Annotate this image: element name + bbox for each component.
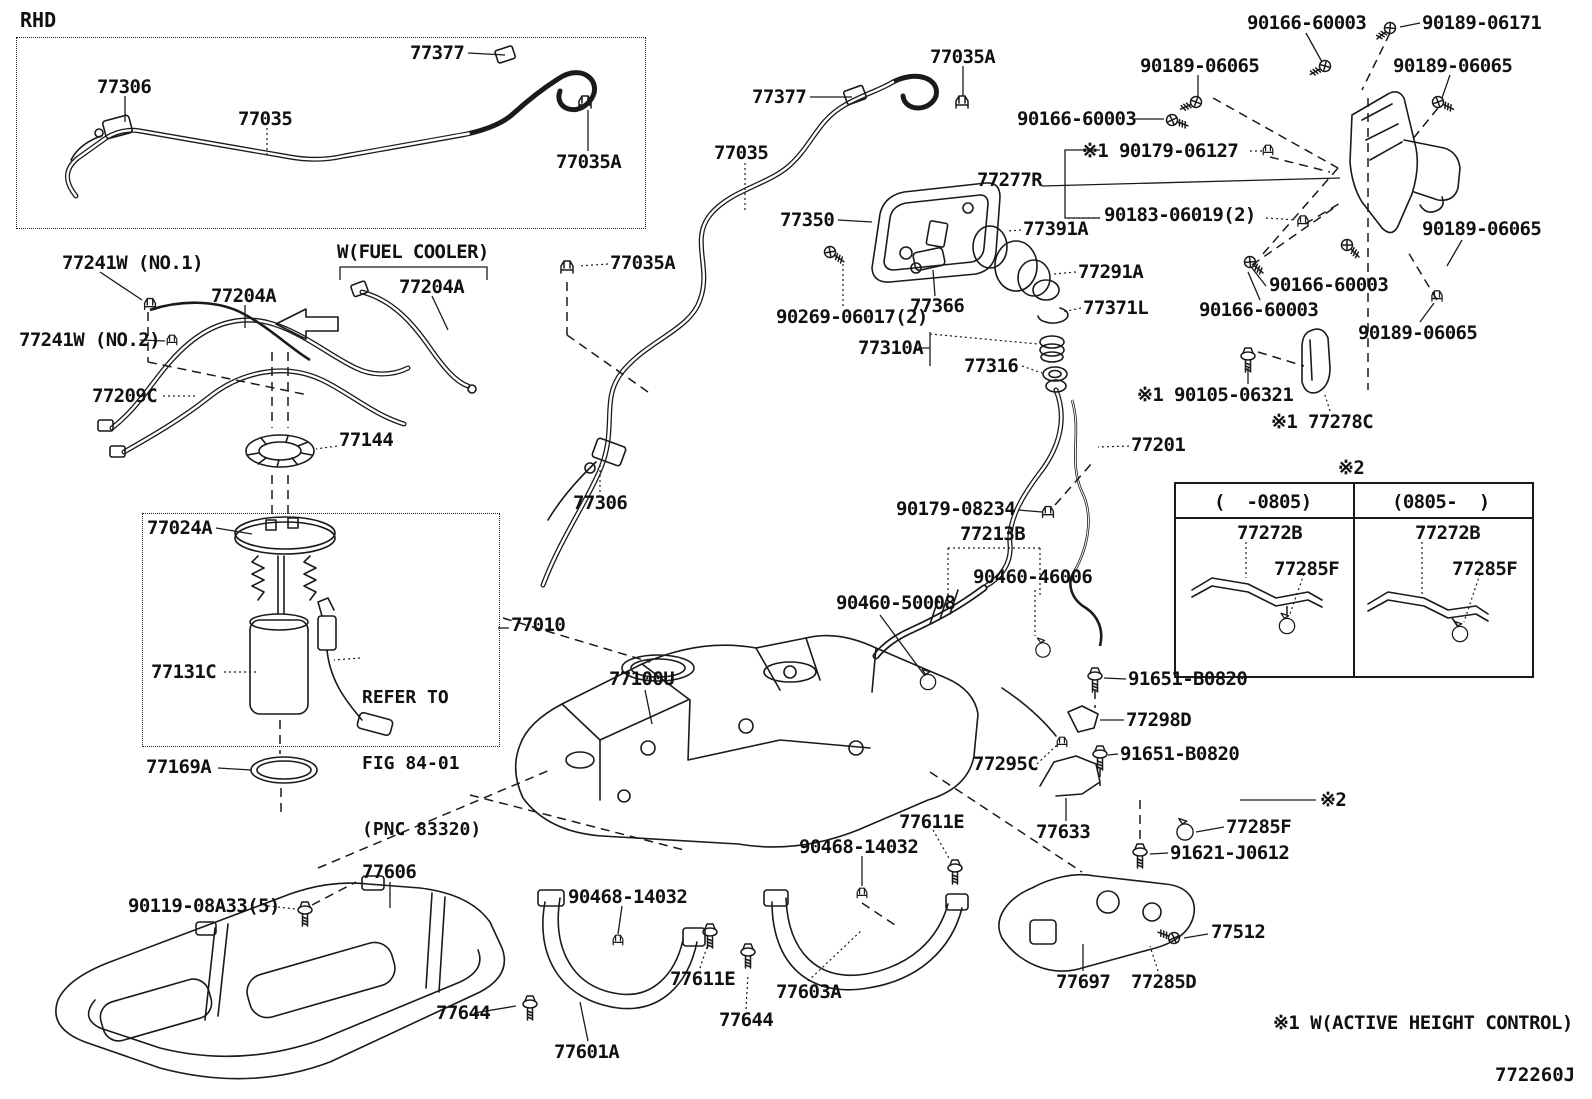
part-label-77366: 77366 <box>910 295 965 317</box>
part-label-77291a: 77291A <box>1078 261 1144 283</box>
part-label-77371l: 77371L <box>1083 297 1149 319</box>
variant-table-right-header: (0805- ) <box>1392 491 1490 513</box>
part-label-90183-06019-2: 90183-06019(2) <box>1104 204 1256 226</box>
part-label-90166-60003: 90166-60003 <box>1199 299 1319 321</box>
part-label-1-77278c: ※1 77278C <box>1271 411 1374 433</box>
part-label-90189-06065: 90189-06065 <box>1393 55 1513 77</box>
part-label-90460-50008: 90460-50008 <box>836 592 956 614</box>
part-label-77391a: 77391A <box>1023 218 1089 240</box>
part-label-77377: 77377 <box>410 42 465 64</box>
part-label-77144: 77144 <box>339 429 394 451</box>
part-label-90166-60003: 90166-60003 <box>1247 12 1367 34</box>
part-label-77606: 77606 <box>362 861 417 883</box>
part-label-90189-06065: 90189-06065 <box>1140 55 1260 77</box>
part-label-90189-06171: 90189-06171 <box>1422 12 1542 34</box>
part-label-91621-j0612: 91621-J0612 <box>1170 842 1290 864</box>
part-label-77024a: 77024A <box>147 517 213 539</box>
part-label-90179-08234: 90179-08234 <box>896 498 1016 520</box>
part-label-90166-60003: 90166-60003 <box>1269 274 1389 296</box>
part-label-90166-60003: 90166-60003 <box>1017 108 1137 130</box>
part-label-90189-06065: 90189-06065 <box>1422 218 1542 240</box>
figure-code: 772260J <box>1495 1064 1576 1086</box>
part-label-77035: 77035 <box>714 142 769 164</box>
part-label-90269-06017-2: 90269-06017(2) <box>776 306 928 328</box>
part-label-77611e: 77611E <box>670 968 736 990</box>
part-label-91651-b0820: 91651-B0820 <box>1120 743 1240 765</box>
part-label-77644: 77644 <box>436 1002 491 1024</box>
part-label-77204a: 77204A <box>399 276 465 298</box>
part-label-77285f: 77285F <box>1226 816 1292 838</box>
part-label-77697: 77697 <box>1056 971 1111 993</box>
part-label-1-90179-06127: ※1 90179-06127 <box>1082 140 1239 162</box>
part-label-77010: 77010 <box>511 614 566 636</box>
part-label-2: ※2 <box>1338 457 1365 479</box>
rhd-box-label: RHD <box>20 8 57 32</box>
part-label-77035a: 77035A <box>556 151 622 173</box>
variant-table <box>1174 482 1534 678</box>
part-label-77204a: 77204A <box>211 285 277 307</box>
part-label-77306: 77306 <box>97 76 152 98</box>
part-label-77035a: 77035A <box>610 252 676 274</box>
part-label-77285f-right: 77285F <box>1452 558 1518 580</box>
footnote-active-height-control: ※1 W(ACTIVE HEIGHT CONTROL) <box>1273 1012 1573 1034</box>
variant-table-left-header: ( -0805) <box>1214 491 1312 513</box>
part-label-77350: 77350 <box>780 209 835 231</box>
part-label-77611e: 77611E <box>899 811 965 833</box>
part-label-90119-08a33-5: 90119-08A33(5) <box>128 895 280 917</box>
part-label-w-fuel-cooler: W(FUEL COOLER) <box>337 241 489 263</box>
part-label-77316: 77316 <box>964 355 1019 377</box>
part-label-2: ※2 <box>1320 789 1347 811</box>
part-label-77603a: 77603A <box>776 981 842 1003</box>
part-label-77377: 77377 <box>752 86 807 108</box>
part-label-77310a: 77310A <box>858 337 924 359</box>
refer-note-line: FIG 84-01 <box>362 753 460 774</box>
part-label-90468-14032: 90468-14032 <box>568 886 688 908</box>
part-label-77601a: 77601A <box>554 1041 620 1063</box>
part-label-77285f-left: 77285F <box>1274 558 1340 580</box>
part-label-77201: 77201 <box>1131 434 1186 456</box>
part-label-77285d: 77285D <box>1131 971 1197 993</box>
variant-table-divider <box>1353 484 1355 676</box>
part-label-77209c: 77209C <box>92 385 158 407</box>
part-label-90460-46006: 90460-46006 <box>973 566 1093 588</box>
part-label-77512: 77512 <box>1211 921 1266 943</box>
part-label-77277r: 77277R <box>977 169 1043 191</box>
part-label-77100u: 77100U <box>609 668 675 690</box>
part-label-77272b-right: 77272B <box>1415 522 1481 544</box>
part-label-77131c: 77131C <box>151 661 217 683</box>
part-label-90468-14032: 90468-14032 <box>799 836 919 858</box>
part-label-77241w-no-1: 77241W (NO.1) <box>62 252 203 274</box>
part-label-77272b-left: 77272B <box>1237 522 1303 544</box>
rhd-variant-box <box>16 37 646 229</box>
part-label-90189-06065: 90189-06065 <box>1358 322 1478 344</box>
part-label-77241w-no-2: 77241W (NO.2) <box>19 329 160 351</box>
part-label-1-90105-06321: ※1 90105-06321 <box>1137 384 1294 406</box>
part-label-77295c: 77295C <box>973 753 1039 775</box>
refer-note-line: REFER TO <box>362 687 449 708</box>
part-label-77298d: 77298D <box>1126 709 1192 731</box>
part-label-77644: 77644 <box>719 1009 774 1031</box>
part-label-77633: 77633 <box>1036 821 1091 843</box>
part-label-77035: 77035 <box>238 108 293 130</box>
part-label-77169a: 77169A <box>146 756 212 778</box>
refer-note <box>362 643 481 885</box>
part-label-77306: 77306 <box>573 492 628 514</box>
refer-note-line: (PNC 83320) <box>362 819 482 840</box>
part-label-77213b: 77213B <box>960 523 1026 545</box>
part-label-77035a: 77035A <box>930 46 996 68</box>
part-label-91651-b0820: 91651-B0820 <box>1128 668 1248 690</box>
